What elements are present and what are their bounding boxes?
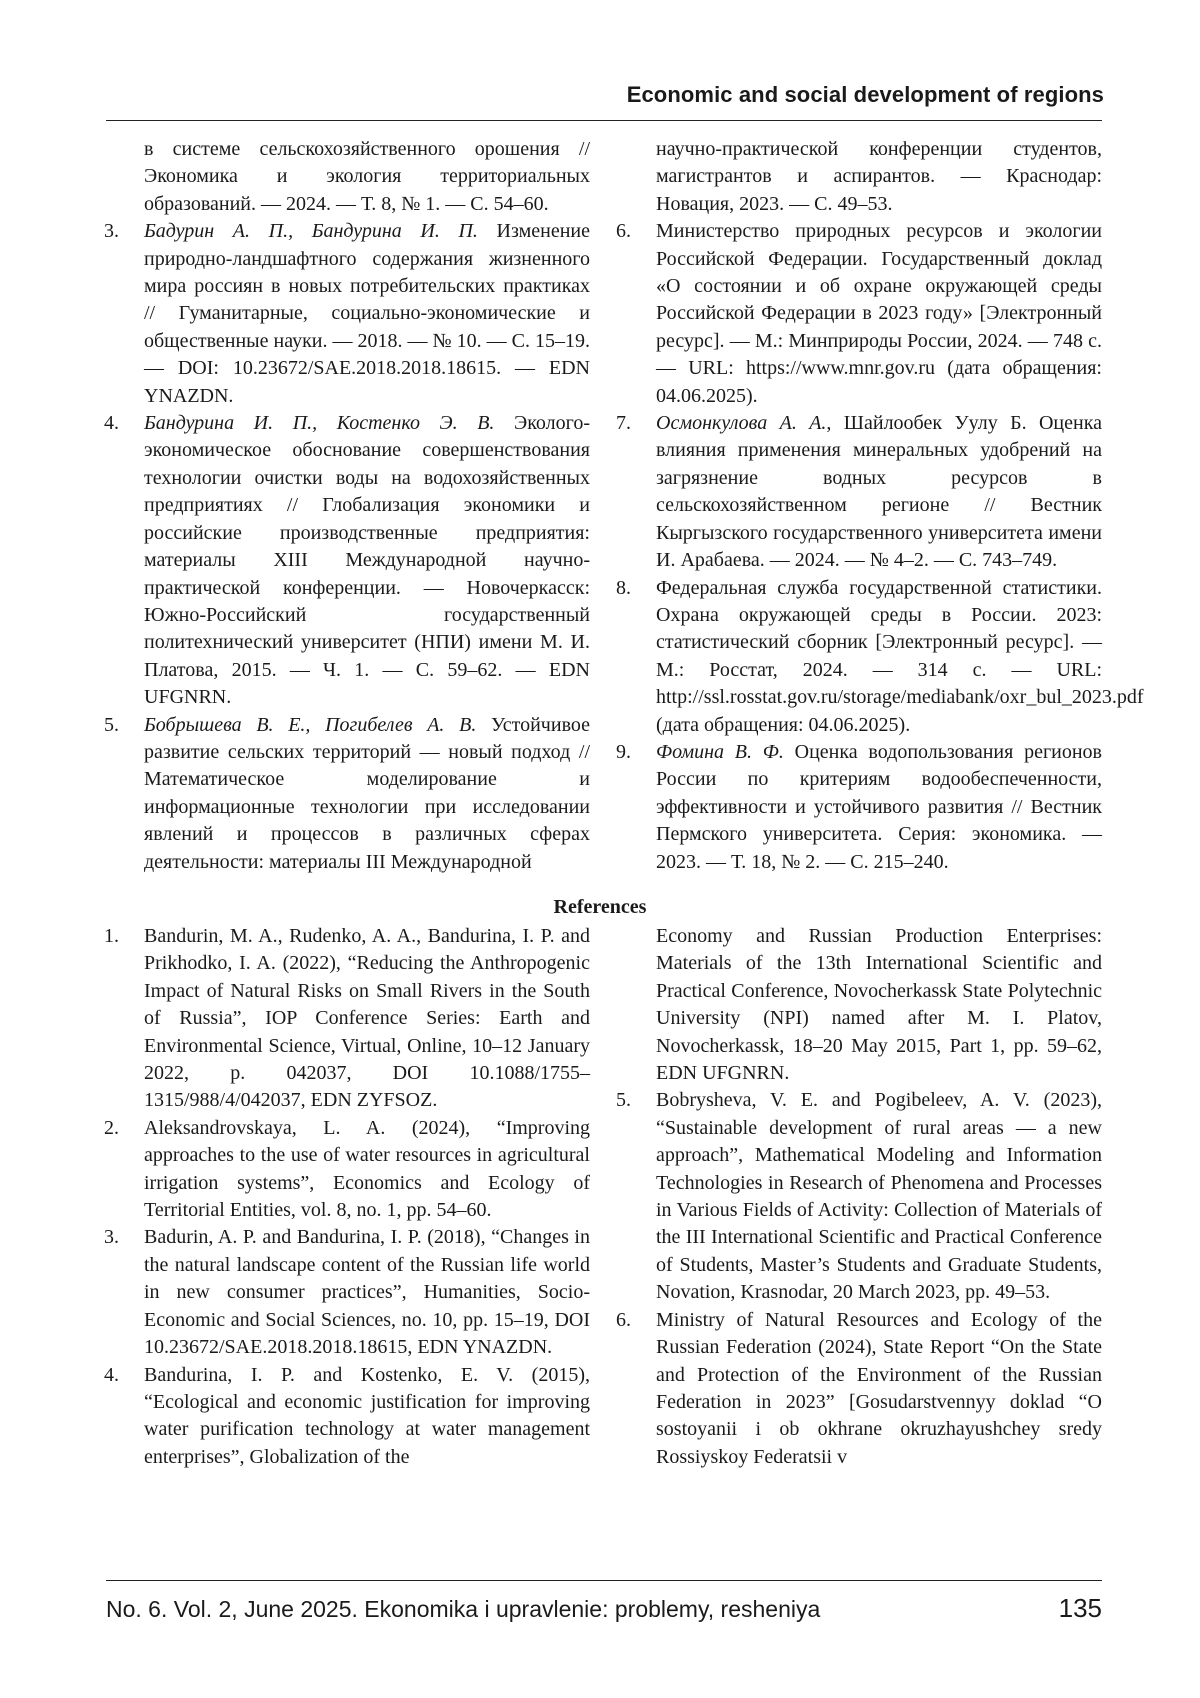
reference-text: Устойчивое развитие сельских территорий — новый подход // Математическое моделирование и информационные технологии при исследовании явлений и процессов в различных сферах деятельности: материалы III Международной: [144, 713, 590, 873]
reference-text: Economy and Russian Production Enterprises: Materials of the 13th International Scientific and Practical Conference, Novocherkassk State Polytechnic University (NPI) named after M. I. Platov, Novocherkassk, 18–20 May 2015, Part 1, pp. 59–62, EDN UFGNRN.: [656, 925, 1102, 1085]
reference-item: [616, 136, 1102, 218]
reference-text: Федеральная служба государственной статистики. Охрана окружающей среды в России. 2023: статистический сборник [Электронный ресурс]. — М.: Росстат, 2024. — 314 с. — URL: http://ssl.rosstat.gov.ru/storage/mediabank/oxr_bul_2023.pdf (дата обращения: 04.06.2025).: [656, 576, 1144, 736]
reference-authors: Бобрышева В. Е., Погибелев А. В.: [144, 713, 477, 736]
russian-refs-right-column: [616, 136, 1144, 876]
reference-item: [104, 1115, 590, 1225]
reference-item: [104, 923, 590, 1115]
references-left-column: [104, 923, 590, 1471]
reference-number: 3.: [104, 220, 119, 243]
reference-text: научно-практической конференции студентов, магистрантов и аспирантов. — Краснодар: Новация, 2023. — С. 49–53.: [656, 138, 1102, 215]
reference-authors: Бандурина И. П., Костенко Э. В.: [144, 412, 495, 435]
reference-text: Aleksandrovskaya, L. A. (2024), “Improving approaches to the use of water resources in agricultural irrigation systems”, Economics and Ecology of Territorial Entities, vol. 8, no. 1, pp. 54–60.: [144, 1116, 590, 1222]
reference-text: Изменение природно-ландшафтного содержания жизненного мира россиян в новых потребительских практиках // Гуманитарные, социально-экономические и общественные науки. — 2018. — № 10. — С. 15–19. — DOI: 10.23672/SAE.2018.2018.18615. — EDN YNAZDN.: [144, 220, 590, 407]
footer-rule: [106, 1580, 1102, 1581]
reference-item: [616, 575, 1144, 739]
reference-number: 5.: [616, 1089, 631, 1112]
reference-number: 4.: [104, 412, 119, 435]
reference-text: Оценка водопользования регионов России по критериям водообеспеченности, эффективности и устойчивого развития // Вестник Пермского университета. Серия: экономика. — 2023. — Т. 18, № 2. — С. 215–240.: [656, 740, 1103, 873]
reference-text: Эколого-экономическое обоснование совершенствования технологии очистки воды на водохозяйственных предприятиях // Глобализация экономики и российские производственные предприятия: материалы XIII Международной научно-практической конференции. — Новочеркасск: Южно-Российский государственный политехнический университет (НПИ) имени М. И. Платова, 2015. — Ч. 1. — С. 59–62. — EDN UFGNRN.: [144, 412, 590, 709]
references-right-column: [616, 923, 1102, 1471]
reference-text: Министерство природных ресурсов и экологии Российской Федерации. Государственный доклад «О состоянии и об охране окружающей среды Российской Федерации в 2023 году» [Электронный ресурс]. — М.: Минприроды России, 2024. — 748 с. — URL: https://www.mnr.gov.ru (дата обращения: 04.06.2025).: [656, 220, 1102, 407]
reference-item: [104, 1224, 590, 1361]
reference-number: 6.: [616, 220, 631, 243]
reference-text: Bandurin, M. A., Rudenko, A. A., Bandurina, I. P. and Prikhodko, I. A. (2022), “Reducing the Anthropogenic Impact of Natural Risks on Small Rivers in the South of Russia”, IOP Conference Series: Earth and Environmental Science, Virtual, Online, 10–12 January 2022, p. 042037, DOI 10.1088/1755–1315/988/4/042037, EDN ZYFSOZ.: [144, 925, 590, 1112]
reference-number: 5.: [104, 713, 119, 736]
reference-text: Bobrysheva, V. E. and Pogibeleev, A. V. (2023), “Sustainable development of rural areas — a new approach”, Mathematical Modeling and Information Technologies in Research of Phenomena and Processes in Various Fields of Activity: Collection of Materials of the III International Scientific and Practical Conference of Students, Master’s Students and Graduate Students, Novation, Krasnodar, 20 March 2023, pp. 49–53.: [656, 1089, 1102, 1304]
references-heading: References: [553, 896, 647, 918]
reference-number: 6.: [616, 1308, 631, 1331]
reference-authors: Бадурин А. П., Бандурина И. П.: [144, 220, 478, 243]
reference-authors: Фомина В. Ф.: [656, 740, 784, 763]
reference-item: [616, 218, 1102, 410]
reference-text: Ministry of Natural Resources and Ecology of the Russian Federation (2024), State Report “On the State and Protection of the Environment of the Russian Federation in 2023” [Gosudarstvennyy doklad “O sostoyanii i ob okhrane okruzhayushchey sredy Rossiyskoy Federatsii v: [656, 1308, 1102, 1468]
reference-item: [104, 218, 590, 410]
reference-item: [104, 1362, 590, 1472]
russian-refs-left-column: [104, 136, 590, 876]
reference-text: Badurin, A. P. and Bandurina, I. P. (2018), “Changes in the natural landscape content of the Russian life world in new consumer practices”, Humanities, Socio-Economic and Social Sciences, no. 10, pp. 15–19, DOI 10.23672/SAE.2018.2018.18615, EDN YNAZDN.: [144, 1226, 590, 1359]
reference-item: [616, 410, 1102, 574]
reference-text: в системе сельскохозяйственного орошения // Экономика и экология территориальных образований. — 2024. — Т. 8, № 1. — С. 54–60.: [144, 138, 590, 215]
reference-item: [104, 410, 590, 711]
reference-number: 2.: [104, 1116, 119, 1139]
reference-item: [104, 136, 590, 218]
reference-authors: Осмонкулова А. А.: [656, 412, 827, 435]
reference-number: 8.: [616, 576, 631, 599]
reference-text: Bandurina, I. P. and Kostenko, E. V. (2015), “Ecological and economic justification for improving water purification technology at water management enterprises”, Globalization of the: [144, 1363, 590, 1468]
header-rule: [106, 120, 1102, 121]
reference-number: 3.: [104, 1226, 119, 1249]
page-number: 135: [1058, 1593, 1102, 1623]
reference-number: 9.: [616, 740, 631, 763]
reference-number: 4.: [104, 1363, 119, 1386]
reference-number: 1.: [104, 925, 119, 947]
reference-item: [616, 1307, 1102, 1471]
reference-item: [104, 712, 590, 876]
running-header: Economic and social development of regions: [626, 82, 1104, 107]
reference-text: , Шайлообек Уулу Б. Оценка влияния применения минеральных удобрений на загрязнение водных ресурсов в сельскохозяйственном регионе // Вестник Кыргызского государственного университета имени И. Арабаева. — 2024. — № 4–2. — С. 743–749.: [656, 412, 1102, 572]
reference-item: [616, 1087, 1102, 1306]
reference-item: [616, 923, 1102, 1087]
reference-item: [616, 739, 1102, 876]
journal-citation: No. 6. Vol. 2, June 2025. Ekonomika i upravlenie: problemy, resheniya: [106, 1596, 821, 1622]
reference-number: 7.: [616, 412, 631, 435]
